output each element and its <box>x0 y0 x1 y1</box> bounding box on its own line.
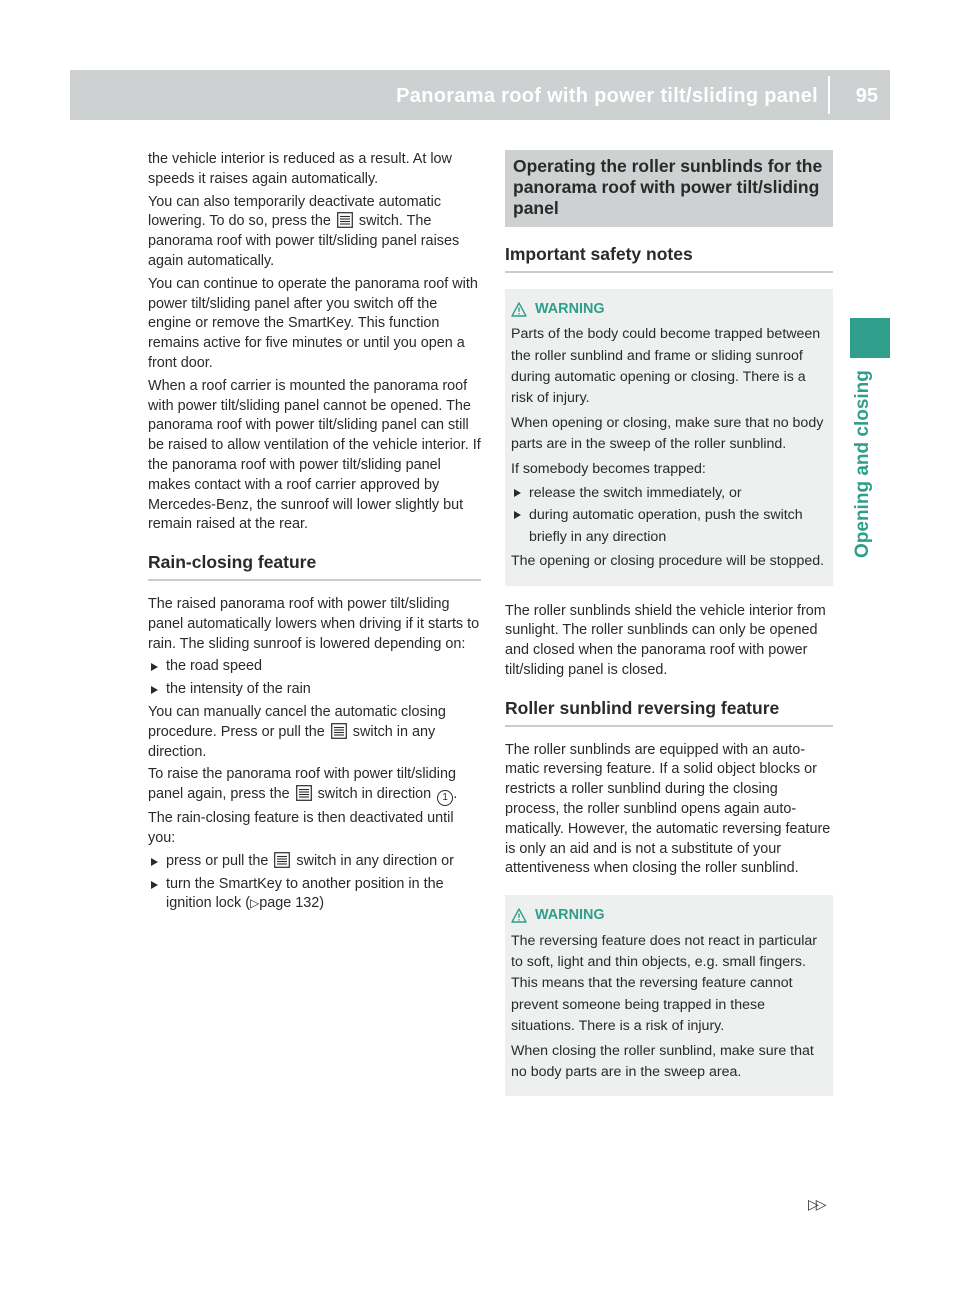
paragraph: When opening or closing, make sure that no body parts are in the sweep of the roller sunblind. <box>511 414 824 453</box>
section-title-box <box>505 150 833 227</box>
paragraph: the vehicle interior is reduced as a result. At low speeds it raises again automatically. <box>148 151 452 187</box>
right-column <box>505 150 833 1112</box>
paragraph <box>148 193 481 272</box>
paragraph <box>148 765 481 806</box>
warning-triangle-icon <box>511 302 527 317</box>
double-arrow-icon: ▷▷ <box>808 1196 824 1212</box>
list-item: during automatic operation, push the switch briefly in any direction <box>511 505 827 548</box>
header-divider <box>828 76 830 114</box>
text-run: switch in any direction or <box>296 852 454 869</box>
text-run: . <box>453 786 458 803</box>
left-column <box>148 150 481 917</box>
text-run: turn the SmartKey to another position in the ignition lock ( <box>166 875 444 912</box>
paragraph: The roller sunblinds are equipped with an automatic reversing feature. If a solid object blocks or restricts a roller sunblind during the closing process, the roller sunblind opens again automatically. However, the automatic reversing feature is only an aid and is not a substitute of your attentiveness when closing the roller sunblind. <box>505 741 831 877</box>
text-run: You can manually cancel the automatic closing procedure. Press or pull the <box>148 703 446 740</box>
list-item: the road speed <box>148 657 481 677</box>
list-item: the intensity of the rain <box>148 680 481 700</box>
heading-reversing-feature: Roller sunblind reversing feature <box>505 699 833 727</box>
paragraph: The reversing feature does not react in particular to soft, light and thin objects, e.g. small fingers. This means that the reversing feature cannot prevent someone being trapped in these situations. There is a risk of injury. <box>511 932 817 1035</box>
roof-switch-icon <box>296 785 312 801</box>
paragraph: The raised panorama roof with power tilt/sliding panel automatically lowers when driving if it starts to rain. The sliding sunroof is lowered depending on: <box>148 595 480 652</box>
text-run: switch in any direction. <box>148 723 436 760</box>
text-run: To raise the panorama roof with power tilt/sliding panel again, press the <box>148 766 456 803</box>
roof-switch-icon <box>337 212 353 228</box>
paragraph: You can continue to operate the panorama roof with power tilt/sliding panel after you switch off the engine or remove the SmartKey. This function remains active for five minutes or until you open a front door. <box>148 275 478 371</box>
page-header <box>70 70 890 120</box>
text-run: You can also temporarily deactivate automatic lowering. To do so, press the <box>148 193 442 230</box>
text-run: press or pull the <box>166 852 269 869</box>
text-run: switch. The panorama roof with power tilt/sliding panel raises again automatically. <box>148 213 460 269</box>
warning-label: WARNING <box>535 300 605 317</box>
bullet-list <box>148 657 481 700</box>
paragraph: Parts of the body could become trapped between the roller sunblind and frame or sliding sunroof during automatic opening or closing. There is a risk of injury. <box>511 326 821 407</box>
list-item: release the switch immediately, or <box>511 483 827 504</box>
chapter-tab-label: Opening and closing <box>852 370 873 558</box>
warning-header <box>511 905 827 926</box>
chapter-tab-marker <box>850 318 890 358</box>
paragraph: The rain-closing feature is then deactivated until you: <box>148 810 454 846</box>
page-reference-link[interactable]: page 132) <box>259 895 325 912</box>
heading-safety-notes: Important safety notes <box>505 245 833 273</box>
heading-rain-closing: Rain-closing feature <box>148 553 481 581</box>
paragraph: The roller sunblinds shield the vehicle interior from sunlight. The roller sunblinds can only be opened and closed when the panorama roof with power tilt/sliding panel is closed. <box>505 602 826 679</box>
text-run: switch in direction <box>317 786 432 803</box>
roof-switch-icon <box>331 723 347 739</box>
paragraph: The opening or closing procedure will be stopped. <box>511 553 825 570</box>
page-reference-arrow-icon: ▷ <box>249 896 260 911</box>
list-item <box>148 875 481 915</box>
paragraph <box>148 703 481 762</box>
list-item <box>148 852 481 872</box>
paragraph: When a roof carrier is mounted the panorama roof with power tilt/sliding panel cannot be opened. The panorama roof with power tilt/sliding panel can still be raised to allow ventilation of the vehicle interior. If the panorama roof with power tilt/sliding panel makes contact with a roof carrier approved by Mercedes-Benz, the sunroof will lower slightly but remain raised at the rear. <box>148 377 481 533</box>
paragraph: When closing the roller sunblind, make sure that no body parts are in the sweep area. <box>511 1042 814 1081</box>
warning-box <box>505 289 833 586</box>
bullet-list <box>511 483 827 548</box>
header-title: Panorama roof with power tilt/sliding panel <box>396 85 818 107</box>
warning-label: WARNING <box>535 907 605 924</box>
page-number: 95 <box>855 85 878 107</box>
position-number-badge: 1 <box>437 790 453 806</box>
bullet-list <box>148 852 481 914</box>
warning-triangle-icon <box>511 908 527 923</box>
section-title: Operating the roller sunblinds for the panorama roof with power tilt/sliding panel <box>513 156 823 218</box>
paragraph: If somebody becomes trapped: <box>511 460 706 477</box>
warning-header <box>511 299 827 320</box>
warning-box <box>505 895 833 1096</box>
roof-switch-icon <box>274 852 290 868</box>
